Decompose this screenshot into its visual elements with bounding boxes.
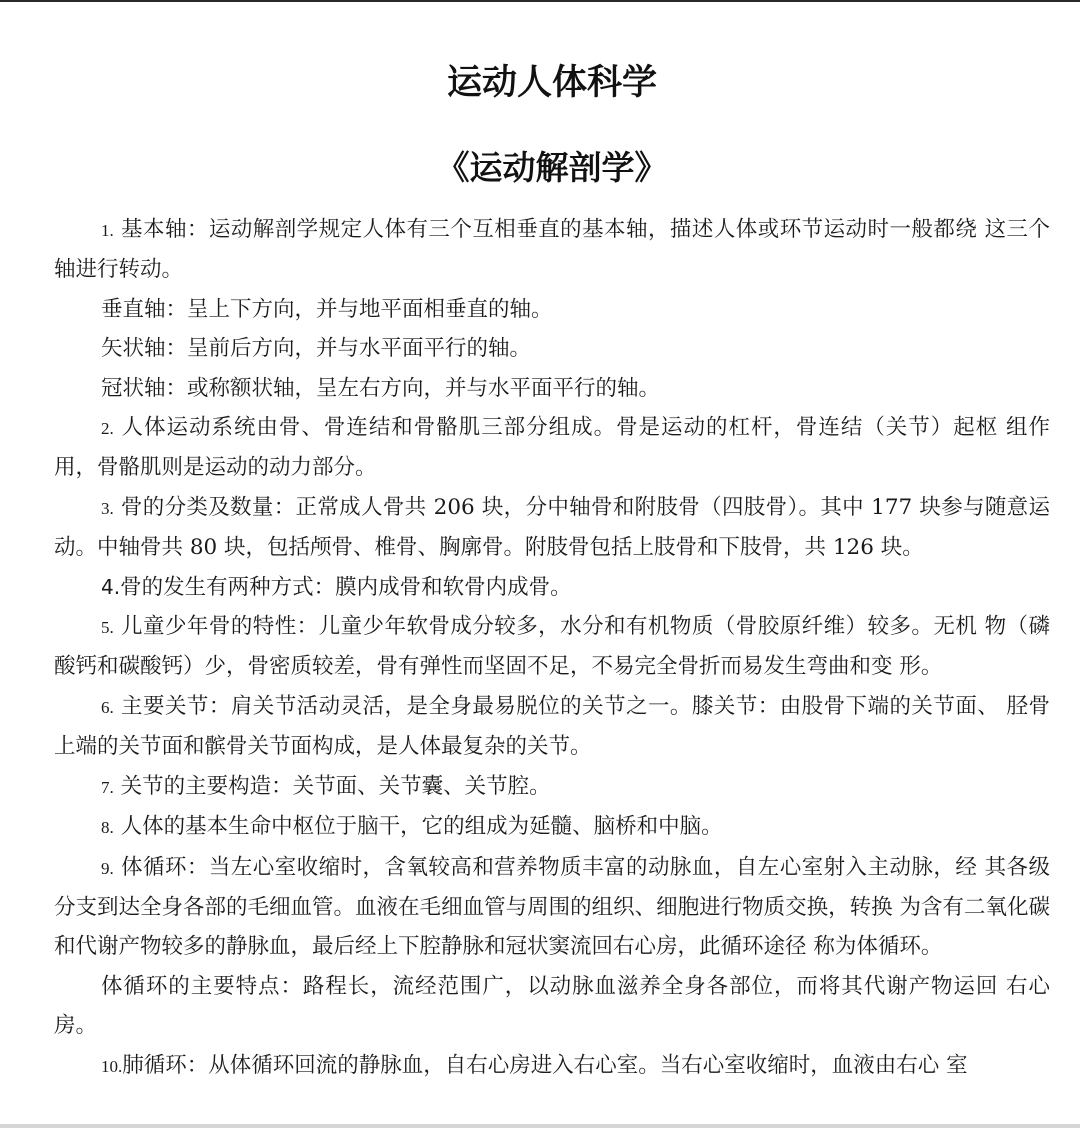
paragraph-bone-classification: [54, 488, 1050, 568]
paragraph-sagittal-axis: [54, 329, 1050, 368]
paragraph-number: 5.: [101, 618, 114, 638]
paragraph-number: 2.: [101, 419, 114, 439]
paragraph-text: 人体的基本生命中枢位于脑干，它的组成为延髓、脑桥和中脑。: [113, 814, 723, 840]
paragraph-child-bone: [54, 607, 1050, 687]
paragraph-text: 主要关节：肩关节活动灵活，是全身最易脱位的关节之一。膝关节：由股骨下端的关节面、 胫骨上端的关节面和髌骨关节面构成，是人体最复杂的关节。: [54, 693, 1050, 760]
document-title: 运动人体科学: [446, 63, 657, 103]
paragraph-bone-development: [54, 568, 1050, 607]
paragraph-text: 体循环：当左心室收缩时，含氧较高和营养物质丰富的动脉血，自左心室射入主动脉，经 其各级分支到达全身各部的毛细血管。血液在毛细血管与周围的组织、细胞进行物质交换，转换 为含有二氧化碳和代谢产物较多的静脉血，最后经上下腔静脉和冠状窦流回右心房，此循环途径 称为体循环。: [54, 854, 1050, 960]
paragraph-basic-axes: [54, 210, 1050, 290]
paragraph-brainstem: [54, 807, 1050, 847]
paragraph-text: 骨的分类及数量：正常成人骨共 206 块，分中轴骨和附肢骨（四肢骨）。其中 177 块参与随意运动。中轴骨共 80 块，包括颅骨、椎骨、胸廓骨。附肢骨包括上肢骨和下肢骨，共 126 块。: [54, 494, 1050, 561]
paragraph-text: 关节的主要构造：关节面、关节囊、关节腔。: [113, 773, 551, 799]
paragraph-number: 1.: [101, 221, 114, 240]
paragraph-pulmonary-circulation: [54, 1046, 1050, 1086]
bottom-edge: [0, 1124, 1080, 1128]
paragraph-motor-system: [54, 408, 1050, 488]
paragraph-text: 冠状轴：或称额状轴，呈左右方向，并与水平面平行的轴。: [101, 375, 661, 401]
paragraph-number: 4.: [101, 574, 121, 599]
top-border: [0, 0, 1080, 2]
paragraph-text: 体循环的主要特点：路程长，流经范围广，以动脉血滋养全身各部位，而将其代谢产物运回 右心房。: [54, 973, 1050, 1039]
paragraph-joint-structure: [54, 767, 1050, 807]
paragraph-number: 9.: [101, 858, 114, 878]
paragraph-number: 7.: [101, 777, 114, 797]
paragraph-coronal-axis: [54, 369, 1050, 408]
paragraph-text: 儿童少年骨的特性：儿童少年软骨成分较多，水分和有机物质（骨胶原纤维）较多。无机 物（磷酸钙和碳酸钙）少，骨密质较差，骨有弹性而坚固不足，不易完全骨折而易发生弯曲和变 形。: [54, 614, 1050, 680]
paragraph-number: 10.: [101, 1056, 123, 1076]
paragraph-text: 垂直轴：呈上下方向，并与地平面相垂直的轴。: [101, 296, 553, 322]
paragraph-vertical-axis: [54, 290, 1050, 329]
paragraph-text: 矢状轴：呈前后方向，并与水平面平行的轴。: [101, 336, 532, 362]
paragraph-number: 6.: [101, 697, 114, 717]
paragraph-number: 8.: [101, 818, 114, 838]
paragraph-systemic-features: [54, 967, 1050, 1046]
document-subtitle: 《运动解剖学》: [436, 148, 668, 187]
paragraph-number: 3.: [101, 498, 114, 518]
paragraph-text: 基本轴：运动解剖学规定人体有三个互相垂直的基本轴，描述人体或环节运动时一般都绕 这三个轴进行转动。: [54, 217, 1050, 283]
paragraph-systemic-circulation: [54, 848, 1050, 967]
paragraph-text: 人体运动系统由骨、骨连结和骨骼肌三部分组成。骨是运动的杠杆，骨连结（关节）起枢 组作用，骨骼肌则是运动的动力部分。: [54, 415, 1050, 481]
paragraph-major-joints: [54, 687, 1050, 767]
paragraph-text: 肺循环：从体循环回流的静脉血，自右心房进入右心室。当右心室收缩时，血液由右心 室: [122, 1052, 968, 1078]
document-body: [54, 210, 1050, 1086]
paragraph-text: 骨的发生有两种方式：膜内成骨和软骨内成骨。: [120, 574, 572, 600]
